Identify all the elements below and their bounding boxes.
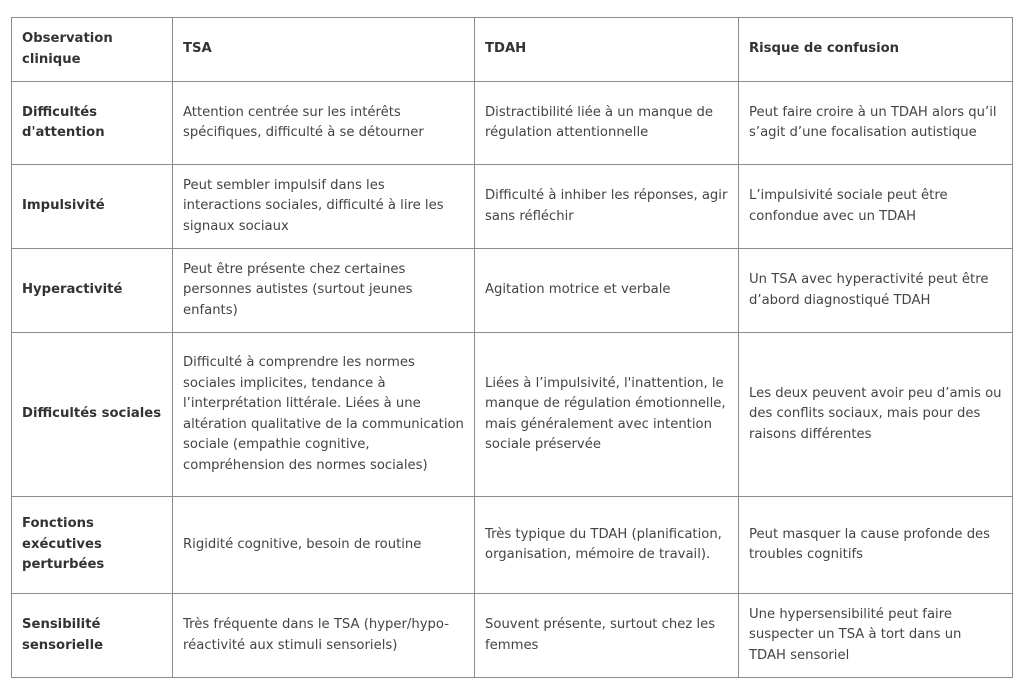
table-row [12,594,1013,678]
cell-risque: Une hypersensibilité peut faire suspecter un TSA à tort dans un TDAH sensoriel [739,594,1013,678]
row-label: Impulsivité [12,165,173,249]
table-row [12,82,1013,165]
cell-tsa: Peut sembler impulsif dans les interactions sociales, difficulté à lire les signaux sociaux [173,165,475,249]
cell-risque: Les deux peuvent avoir peu d’amis ou des conflits sociaux, mais pour des raisons différentes [739,333,1013,497]
header-tdah: TDAH [475,18,739,82]
cell-tdah: Souvent présente, surtout chez les femmes [475,594,739,678]
row-label: Fonctions exécutives perturbées [12,497,173,594]
cell-tsa: Très fréquente dans le TSA (hyper/hypo-réactivité aux stimuli sensoriels) [173,594,475,678]
header-risque: Risque de confusion [739,18,1013,82]
cell-risque: Un TSA avec hyperactivité peut être d’abord diagnostiqué TDAH [739,249,1013,333]
header-observation: Observation clinique [12,18,173,82]
cell-tsa: Peut être présente chez certaines personnes autistes (surtout jeunes enfants) [173,249,475,333]
cell-tdah: Distractibilité liée à un manque de régulation attentionnelle [475,82,739,165]
cell-risque: Peut masquer la cause profonde des troubles cognitifs [739,497,1013,594]
cell-risque: L’impulsivité sociale peut être confondue avec un TDAH [739,165,1013,249]
cell-tsa: Attention centrée sur les intérêts spécifiques, difficulté à se détourner [173,82,475,165]
row-label: Hyperactivité [12,249,173,333]
header-tsa: TSA [173,18,475,82]
table-row [12,249,1013,333]
row-label: Difficultés d'attention [12,82,173,165]
cell-tsa: Difficulté à comprendre les normes sociales implicites, tendance à l’interprétation littérale. Liées à une altération qualitative de la communication sociale (empathie cognitive, compréhension des normes sociales) [173,333,475,497]
comparison-table [11,17,1013,678]
table-row [12,333,1013,497]
cell-tdah: Très typique du TDAH (planification, organisation, mémoire de travail). [475,497,739,594]
table-row [12,497,1013,594]
cell-risque: Peut faire croire à un TDAH alors qu’il s’agit d’une focalisation autistique [739,82,1013,165]
row-label: Sensibilité sensorielle [12,594,173,678]
cell-tdah: Difficulté à inhiber les réponses, agir sans réfléchir [475,165,739,249]
cell-tdah: Agitation motrice et verbale [475,249,739,333]
cell-tsa: Rigidité cognitive, besoin de routine [173,497,475,594]
cell-tdah: Liées à l’impulsivité, l'inattention, le manque de régulation émotionnelle, mais généralement avec intention sociale préservée [475,333,739,497]
row-label: Difficultés sociales [12,333,173,497]
table-row [12,165,1013,249]
header-row [12,18,1013,82]
